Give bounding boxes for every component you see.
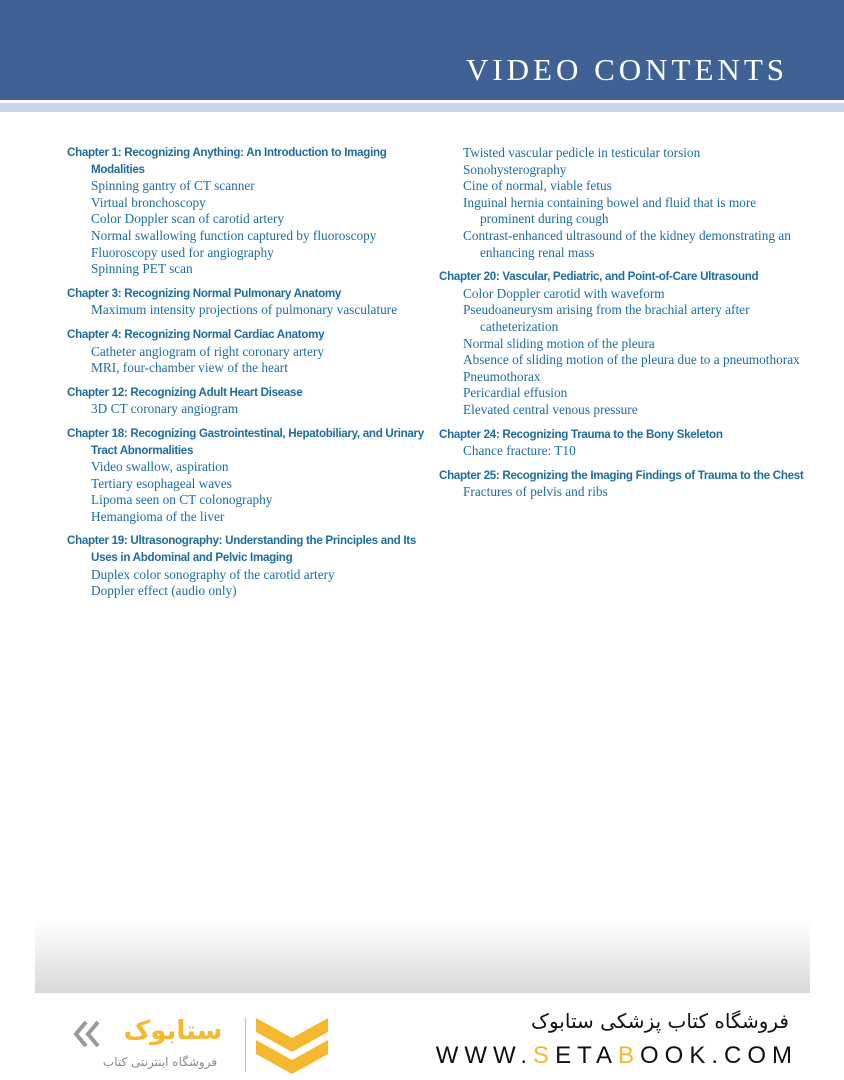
chapter-section [67,426,433,526]
video-item[interactable]: Absence of sliding motion of the pleura due to a pneumothorax [463,352,800,368]
chapter-section [67,327,433,377]
video-item[interactable]: MRI, four-chamber view of the heart [91,360,288,376]
store-url[interactable] [436,1042,798,1070]
url-part: B [617,1042,640,1069]
chapter-heading: Chapter 1: Recognizing Anything: An Introduction to Imaging Modalities [67,146,387,176]
video-item[interactable]: Fractures of pelvis and ribs [463,484,608,500]
chapter-heading: Chapter 19: Ultrasonography: Understanding the Principles and Its Uses in Abdominal and Pelvic Imaging [67,534,416,565]
video-item[interactable]: Doppler effect (audio only) [91,583,237,599]
url-part: OOK.COM [639,1042,798,1069]
video-item[interactable]: Cine of normal, viable fetus [463,178,612,194]
video-item[interactable]: Inguinal hernia containing bowel and fluid that is more prominent during cough [463,194,757,227]
video-item[interactable]: Contrast-enhanced ultrasound of the kidney demonstrating an enhancing renal mass [463,227,791,260]
video-item[interactable]: Pericardial effusion [463,385,568,401]
video-item[interactable]: Twisted vascular pedicle in testicular torsion [463,145,701,160]
chapter-section [439,145,805,261]
chapter-section [67,145,433,278]
video-item[interactable]: Sonohysterography [463,161,567,177]
video-item[interactable]: Pneumothorax [463,368,541,384]
video-item[interactable]: Normal swallowing function captured by fluoroscopy [91,227,377,243]
video-item[interactable]: Duplex color sonography of the carotid artery [91,566,335,582]
video-item[interactable]: Fluoroscopy used for angiography [91,244,274,260]
logo-chevron-icon [256,1018,328,1074]
chapter-heading: Chapter 18: Recognizing Gastrointestinal, Hepatobiliary, and Urinary Tract Abnormalities [67,426,424,457]
chapter-heading: Chapter 4: Recognizing Normal Cardiac Anatomy [67,327,325,341]
video-item[interactable]: Video swallow, aspiration [91,459,229,475]
video-item[interactable]: Color Doppler carotid with waveform [463,285,665,301]
logo-wordmark: ستابوک [123,1016,223,1046]
logo-arrows-icon [72,1016,102,1052]
chapter-section [439,269,805,418]
url-part: S [533,1042,556,1069]
chapter-heading: Chapter 12: Recognizing Adult Heart Disease [67,385,303,399]
video-item[interactable]: Maximum intensity projections of pulmonary vasculature [91,302,398,318]
right-column [439,145,805,509]
left-column [67,145,433,608]
logo-divider [245,1018,246,1072]
header-divider [0,103,844,112]
video-item[interactable]: Catheter angiogram of right coronary artery [91,343,324,359]
video-item[interactable]: Lipoma seen on CT colonography [91,492,273,508]
chapter-heading: Chapter 25: Recognizing the Imaging Findings of Trauma to the Chest [439,468,804,482]
chapter-heading: Chapter 3: Recognizing Normal Pulmonary Anatomy [67,286,342,300]
video-item[interactable]: Virtual bronchoscopy [91,194,206,210]
page-title: VIDEO CONTENTS [465,52,788,87]
chapter-section [67,286,433,319]
chapter-section [439,427,805,460]
logo-tagline: فروشگاه اینترنتی کتاب [102,1055,218,1069]
video-item[interactable]: Spinning PET scan [91,261,193,277]
chapter-section [439,468,805,501]
video-item[interactable]: Elevated central venous pressure [463,401,638,417]
video-item[interactable]: Color Doppler scan of carotid artery [91,211,285,227]
url-part: WWW. [435,1042,534,1069]
footer-shade [35,920,810,993]
chapter-section [67,385,433,418]
chapter-heading: Chapter 20: Vascular, Pediatric, and Point-of-Care Ultrasound [439,270,759,284]
chapter-heading: Chapter 24: Recognizing Trauma to the Bony Skeleton [439,427,723,441]
video-item[interactable]: Normal sliding motion of the pleura [463,335,655,351]
video-item[interactable]: Hemangioma of the liver [91,508,225,524]
video-item[interactable]: Pseudoaneurysm arising from the brachial artery after catheterization [463,302,750,334]
video-item[interactable]: Tertiary esophageal waves [91,475,232,491]
store-name: فروشگاه کتاب پزشکی ستابوک [531,1009,789,1033]
url-part: ETA [555,1042,618,1069]
chapter-section [67,533,433,599]
video-item[interactable]: 3D CT coronary angiogram [91,401,239,417]
video-item[interactable]: Chance fracture: T10 [463,443,576,459]
video-item[interactable]: Spinning gantry of CT scanner [91,178,255,194]
